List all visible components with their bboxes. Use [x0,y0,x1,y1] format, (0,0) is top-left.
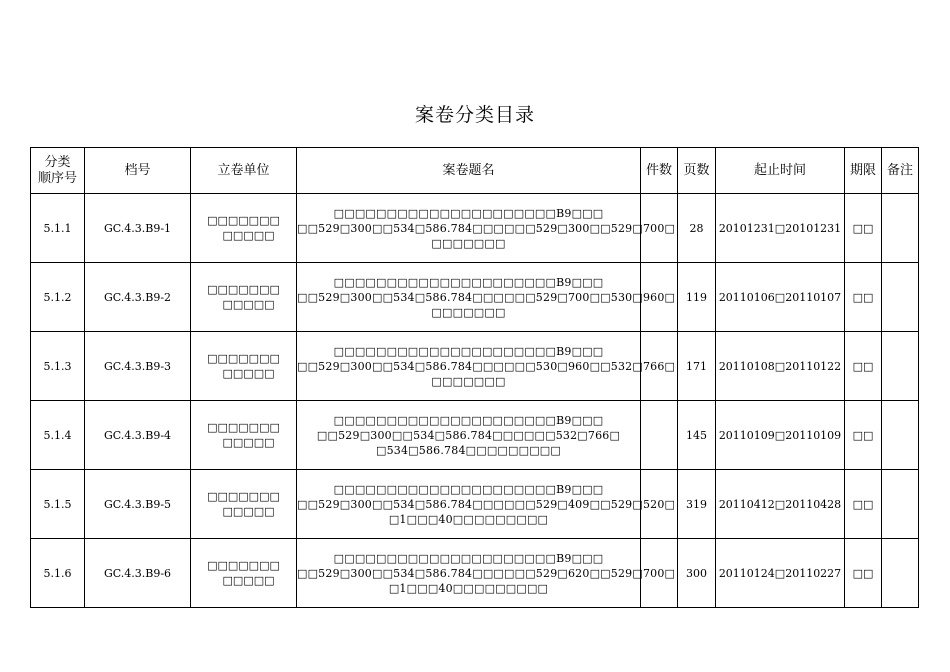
header-seq-line2: 顺序号 [37,170,77,186]
header-file-no: 档号 [85,148,191,194]
unit-line: □□□□□ [222,229,275,242]
title-line: □□□□□□□□□□□□□□□□□□□□□B9□□□ [333,551,604,565]
unit-line: □□□□□□□ [207,214,280,227]
unit-line: □□□□□ [222,505,275,518]
title-cell [297,263,676,332]
title-line: □□□□□□□ [431,374,506,388]
term-cell: □□ [845,470,882,539]
file-no-cell: GC.4.3.B9-5 [85,470,191,539]
table-row [31,263,919,332]
pages-cell: 119 [678,263,716,332]
remark-cell [882,194,919,263]
table-row [31,194,919,263]
remark-cell [882,332,919,401]
title-line: □□529□300□□534□586.784□□□□□□530□960□□532□766□ [297,359,676,373]
unit-cell [191,470,297,539]
file-no-cell: GC.4.3.B9-6 [85,539,191,608]
title-line: □□□□□□□ [431,236,506,250]
remark-cell [882,539,919,608]
title-line: □□529□300□□534□586.784□□□□□□529□300□□529□700□ [297,221,676,235]
title-cell [297,332,676,401]
unit-line: □□□□□□□ [207,352,280,365]
header-row [31,148,919,194]
title-line: □□□□□□□ [431,305,506,319]
remark-cell [882,401,919,470]
title-line: □□□□□□□□□□□□□□□□□□□□□B9□□□ [333,413,604,427]
unit-cell [191,401,297,470]
title-cell [297,470,676,539]
seq-cell: 5.1.4 [31,401,85,470]
period-cell: 20110106□20110107 [716,263,845,332]
period-cell: 20110109□20110109 [716,401,845,470]
term-cell: □□ [845,332,882,401]
period-cell: 20101231□20101231 [716,194,845,263]
term-cell: □□ [845,401,882,470]
title-cell [297,539,676,608]
period-cell: 20110412□20110428 [716,470,845,539]
pages-cell: 145 [678,401,716,470]
seq-cell: 5.1.2 [31,263,85,332]
file-no-cell: GC.4.3.B9-4 [85,401,191,470]
title-line: □□□□□□□□□□□□□□□□□□□□□B9□□□ [333,206,604,220]
table-row [31,332,919,401]
header-seq-line1: 分类 [44,154,71,170]
file-no-cell: GC.4.3.B9-2 [85,263,191,332]
unit-line: □□□□□ [222,574,275,587]
title-cell [297,401,641,470]
unit-cell [191,263,297,332]
term-cell: □□ [845,539,882,608]
header-period: 起止时间 [716,148,845,194]
title-cell [297,194,676,263]
pages-cell: 171 [678,332,716,401]
header-title: 案卷题名 [297,148,641,194]
title-line: □534□586.784□□□□□□□□□ [375,443,561,457]
pieces-cell [641,401,678,470]
title-line: □□□□□□□□□□□□□□□□□□□□□B9□□□ [333,482,604,496]
title-line: □□□□□□□□□□□□□□□□□□□□□B9□□□ [333,344,604,358]
unit-cell [191,194,297,263]
file-no-cell: GC.4.3.B9-3 [85,332,191,401]
table-row [31,470,919,539]
file-no-cell: GC.4.3.B9-1 [85,194,191,263]
term-cell: □□ [845,194,882,263]
unit-line: □□□□□ [222,298,275,311]
page-title: 案卷分类目录 [414,104,535,126]
unit-line: □□□□□□□ [207,559,280,572]
title-line: □□529□300□□534□586.784□□□□□□532□766□ [316,428,621,442]
catalog-body [31,194,919,608]
header-pages: 页数 [678,148,716,194]
unit-cell [191,539,297,608]
table-row [31,401,919,470]
period-cell: 20110108□20110122 [716,332,845,401]
title-line: □□529□300□□534□586.784□□□□□□529□409□□529□520□ [297,497,676,511]
title-line: □1□□□40□□□□□□□□□ [388,581,549,595]
unit-line: □□□□□□□ [207,490,280,503]
header-term: 期限 [845,148,882,194]
title-line: □□529□300□□534□586.784□□□□□□529□700□□530□960□ [297,290,676,304]
table-row [31,539,919,608]
header-unit: 立卷单位 [191,148,297,194]
header-remark: 备注 [882,148,919,194]
header-seq [31,148,85,194]
seq-cell: 5.1.6 [31,539,85,608]
header-pieces: 件数 [641,148,678,194]
pages-cell: 319 [678,470,716,539]
pages-cell: 300 [678,539,716,608]
unit-line: □□□□□□□ [207,421,280,434]
term-cell: □□ [845,263,882,332]
unit-cell [191,332,297,401]
pages-cell: 28 [678,194,716,263]
seq-cell: 5.1.1 [31,194,85,263]
unit-line: □□□□□ [222,436,275,449]
unit-line: □□□□□ [222,367,275,380]
remark-cell [882,263,919,332]
period-cell: 20110124□20110227 [716,539,845,608]
catalog-table [30,147,919,608]
title-line: □1□□□40□□□□□□□□□ [388,512,549,526]
seq-cell: 5.1.5 [31,470,85,539]
seq-cell: 5.1.3 [31,332,85,401]
remark-cell [882,470,919,539]
unit-line: □□□□□□□ [207,283,280,296]
title-line: □□529□300□□534□586.784□□□□□□529□620□□529□700□ [297,566,676,580]
title-line: □□□□□□□□□□□□□□□□□□□□□B9□□□ [333,275,604,289]
